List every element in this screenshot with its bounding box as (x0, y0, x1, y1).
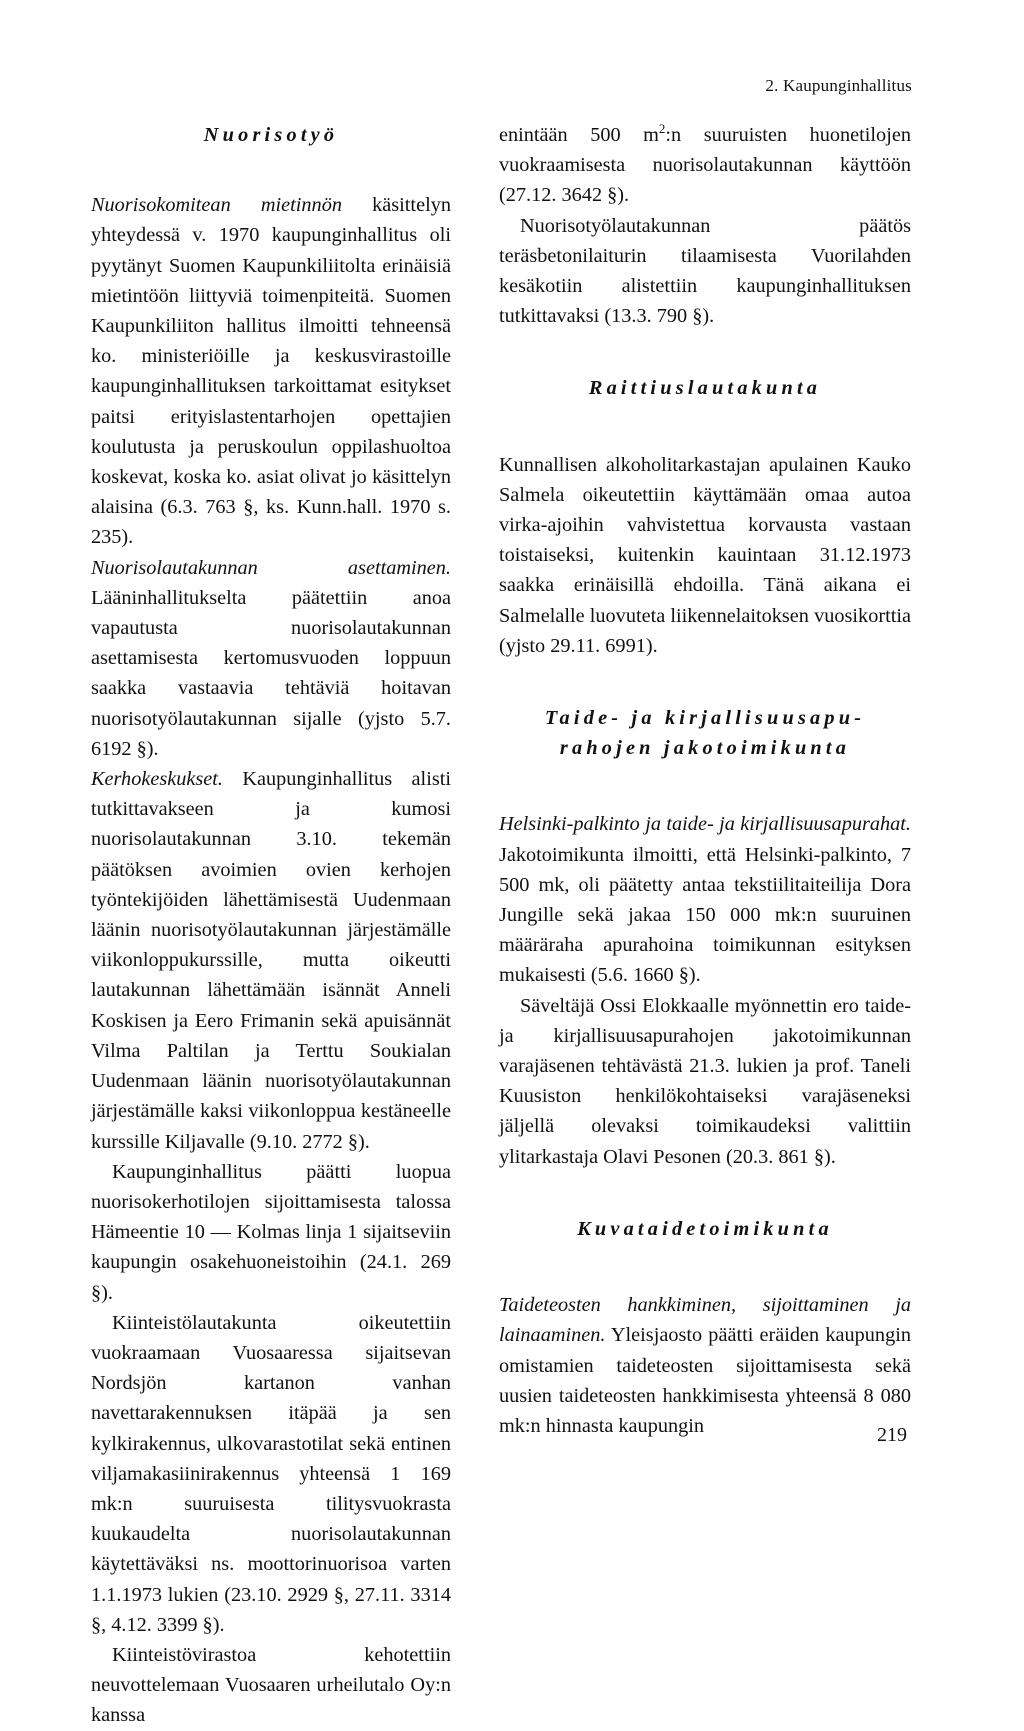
paragraph (499, 211, 911, 332)
paragraph (91, 1308, 451, 1640)
section-heading-line: Raittiuslautakunta (588, 377, 822, 400)
paragraph-text: Kunnallisen alkoholitarkastajan apulainen Kauko Salmela oikeutettiin käyttämään omaa autoa virka-ajoihin vahvistettua korvausta vastaan toistaiseksi, kuitenkin kauintaan 31.12.1973 saakka erinäisillä ehdoilla. Tänä aikana ei Salmelalle luovuteta liikennelaitoksen vuosikorttia (yjsto 29.11. 6991). (499, 453, 911, 657)
paragraph-text: käsittelyn yhteydessä v. 1970 kaupunginhallitus oli pyytänyt Suomen Kaupunkiliitolta erinäisiä mietintöön liittyviä toimenpiteitä. Suomen Kaupunkiliiton hallitus ilmoitti tehneensä ko. ministeriöille ja keskusvirastoille kaupunginhallituksen tarkoittamat esitykset paitsi erityislastentarhojen opettajien koulutusta ja peruskoulun oppilashuoltoa koskevat, koska ko. asiat olivat jo käsittelyn alaisina (6.3. 763 §, ks. Kunn.hall. 1970 s. 235). (91, 194, 451, 549)
paragraph-lead: Helsinki-palkinto ja taide- ja kirjallisuusapurahat. (499, 813, 911, 836)
section-heading-raittiuslautakunta (499, 373, 911, 403)
page-number: 219 (877, 1424, 907, 1446)
left-column (91, 120, 451, 1731)
paragraph (91, 1640, 451, 1731)
paragraph-text: Nuorisotyölautakunnan päätös teräsbetonilaiturin tilaamisesta Vuorilahden kesäkotiin alistettiin kaupunginhallituksen tutkittavaksi (13.3. 790 §). (499, 214, 911, 328)
paragraph (91, 1157, 451, 1308)
paragraph-lead: Nuorisokomitean mietinnön (91, 194, 342, 217)
paragraph (91, 553, 451, 764)
paragraph-text: Jakotoimikunta ilmoitti, että Helsinki-palkinto, 7 500 mk, oli päätetty antaa tekstiilitaiteilija Dora Jungille sekä jakaa 150 000 mk:n suuruinen määräraha apurahoina toimikunnan esityksen mukaisesti (5.6. 1660 §). (499, 843, 911, 987)
paragraph-lead: Taideteosten hankkiminen, sijoittaminen ja lainaaminen. (499, 1294, 911, 1347)
superscript: 2 (658, 121, 666, 137)
right-column (499, 120, 911, 1441)
paragraph (499, 450, 911, 661)
section-heading-line: Kuvataidetoimikunta (577, 1217, 833, 1240)
section-heading-line: Taide- ja kirjallisuusapu- (544, 707, 866, 730)
paragraph-text: Säveltäjä Ossi Elokkaalle myönnettin ero taide- ja kirjallisuusapurahojen jakotoimikunnan varajäsenen tehtävästä 21.3. lukien ja prof. Taneli Kuusiston henkilökohtaiseksi varajäseneksi jäljellä olevaksi toimikaudeksi valittiin ylitarkastaja Olavi Pesonen (20.3. 861 §). (499, 994, 911, 1168)
paragraph (499, 991, 911, 1172)
section-heading-line: rahojen jakotoimikunta (559, 737, 851, 760)
paragraph-continuation (499, 120, 911, 211)
paragraph (499, 809, 911, 990)
paragraph-text: :n suuruisten huonetilojen vuokraamisesta nuorisolautakunnan käyttöön (27.12. 3642 §). (499, 124, 911, 207)
paragraph-text: Kaupunginhallitus alisti tutkittavakseen ja kumosi nuorisolautakunnan 3.10. tekemän päätöksen avoimien ovien kerhojen työntekijöiden lähettämisestä Uudenmaan läänin nuorisotyölautakunnan järjestämälle viikonloppukurssille, mutta oikeutti lautakunnan lähettämään isännät Anneli Koskisen ja Eero Frimanin sekä apuisännät Vilma Paltilan ja Terttu Soukialan Uudenmaan läänin nuorisotyölautakunnan järjestämälle kaksi viikonloppua kestäneelle kurssille Kiljavalle (9.10. 2772 §). (91, 768, 451, 1153)
running-header: 2. Kaupunginhallitus (765, 76, 912, 95)
section-heading-kuvataidetoimikunta (499, 1214, 911, 1244)
paragraph (91, 764, 451, 1157)
paragraph-text: Lääninhallitukselta päätettiin anoa vapautusta nuorisolautakunnan asettamisesta kertomusvuoden loppuun saakka vastaavia tehtäviä hoitavan nuorisotyölautakunnan sijalle (yjsto 5.7. 6192 §). (91, 586, 451, 760)
paragraph (91, 190, 451, 552)
section-heading-taide-ja-kirjallisuus (499, 703, 911, 763)
paragraph-lead: Kerhokeskukset. (91, 768, 223, 791)
paragraph-text: Kiinteistölautakunta oikeutettiin vuokraamaan Vuosaaressa sijaitsevan Nordsjön kartanon vanhan navettarakennuksen itäpää ja sen kylkirakennus, ulkovarastotilat sekä entinen viljamakasiinirakennus yhteensä 1 169 mk:n suuruisesta tilitysvuokrasta kuukaudelta nuorisolautakunnan käytettäväksi ns. moottorinuorisoa varten 1.1.1973 lukien (23.10. 2929 §, 27.11. 3314 §, 4.12. 3399 §). (91, 1311, 451, 1636)
paragraph-text: enintään 500 m (499, 124, 659, 146)
paragraph-text: Kiinteistövirastoa kehotettiin neuvottelemaan Vuosaaren urheilutalo Oy:n kanssa (91, 1643, 451, 1727)
paragraph-text: Yleisjaosto päätti eräiden kaupungin omistamien taideteosten sijoittamisesta sekä uusien taideteosten hankkimisesta yhteensä 8 080 mk:n hinnasta kaupungin (499, 1324, 911, 1437)
paragraph-text: Kaupunginhallitus päätti luopua nuorisokerhotilojen sijoittamisesta talossa Hämeentie 10 — Kolmas linja 1 sijaitseviin kaupungin osakehuoneistoihin (24.1. 269 §). (91, 1160, 451, 1304)
paragraph (499, 1290, 911, 1441)
section-heading-nuorisotyo: Nuorisotyö (203, 124, 339, 146)
paragraph-lead: Nuorisolautakunnan asettaminen. (91, 556, 451, 579)
